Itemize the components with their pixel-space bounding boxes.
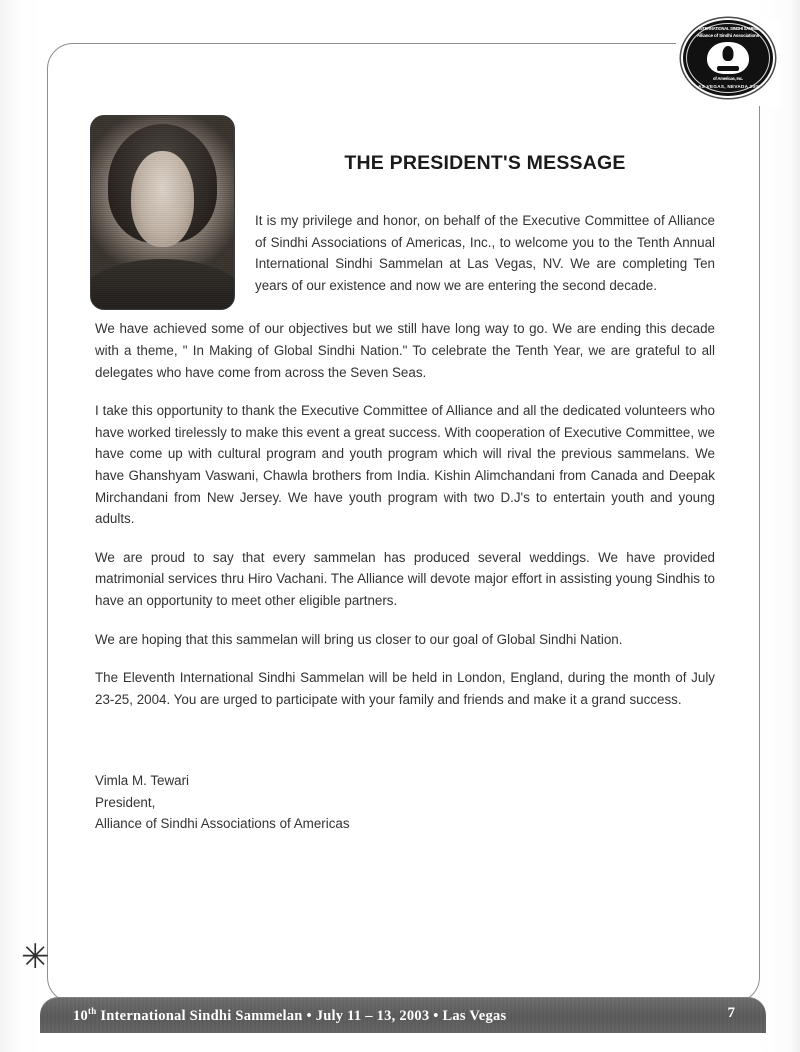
page-title: THE PRESIDENT'S MESSAGE — [344, 152, 626, 174]
signature-role: President, — [95, 794, 156, 810]
footer-event-text — [73, 1006, 506, 1025]
paragraph-2: We have achieved some of our objectives but we still have long way to go. We are ending this decade with a theme, " In Making of Global Sindhi Nation." To celebrate the Tenth Year, we are grateful to all delegates who have come from across the Seven Seas. — [95, 321, 715, 380]
page-footer-bar — [40, 997, 766, 1033]
paragraph-6: The Eleventh International Sindhi Sammelan will be held in London, England, during the month of July 23-25, 2004. You are urged to participate with your family and friends and make it a grand success. — [95, 670, 715, 707]
seal-top-text: 10th INTERNATIONAL SINDHI SAMMELAN — [690, 26, 766, 31]
footer-page-number: 7 — [727, 1005, 735, 1021]
footer-ordinal-number: 10 — [73, 1007, 88, 1024]
seal-middle-text: Alliance of Sindhi Associations — [696, 32, 760, 38]
seal-emblem-icon — [707, 42, 749, 74]
paragraph-5: We are hoping that this sammelan will bring us closer to our goal of Global Sindhi Nation. — [95, 631, 623, 647]
paragraph-1: It is my privilege and honor, on behalf of the Executive Committee of Alliance of Sindhi Associations of Americas, Inc., to welcome you to the Tenth Annual International Sindhi Sammelan at Las Vegas, NV. We are completing Ten years of our existence and now we are entering the second decade. — [255, 213, 715, 293]
letter-body — [95, 210, 715, 710]
signature-name: Vimla M. Tewari — [95, 773, 190, 788]
paragraph-4: We are proud to say that every sammelan has produced several weddings. We have provided matrimonial services thru Hiro Vachani. The Alliance will devote major effort in assisting young Sindhis to have an opportunity to meet other eligible partners. — [95, 549, 715, 608]
seal-sub-text: of Americas, Inc. — [713, 75, 743, 81]
organization-seal-logo — [681, 18, 775, 98]
footer-event-label: International Sindhi Sammelan • July 11 – 13, 2003 • Las Vegas — [96, 1007, 507, 1024]
paragraph-3: I take this opportunity to thank the Executive Committee of Alliance and all the dedicated volunteers who have worked tirelessly to make this event a great success. With cooperation of Executive Committee, we have come up with cultural program and youth program which will rival the previous sammelans. We have Ghanshyam Vaswani, Chawla brothers from India. Kishin Alimchandani from Canada and Deepak Mirchandani from New Jersey. We have youth program with two D.J's to entertain youth and young adults. — [95, 403, 715, 527]
asterisk-icon: ✳ — [21, 939, 50, 976]
seal-bottom-text: LAS VEGAS, NEVADA 2003 — [694, 83, 762, 89]
footer-ordinal-suffix: th — [88, 1006, 97, 1016]
signature-organization: Alliance of Sindhi Associations of Americas — [95, 816, 350, 832]
signature-block — [95, 770, 350, 835]
